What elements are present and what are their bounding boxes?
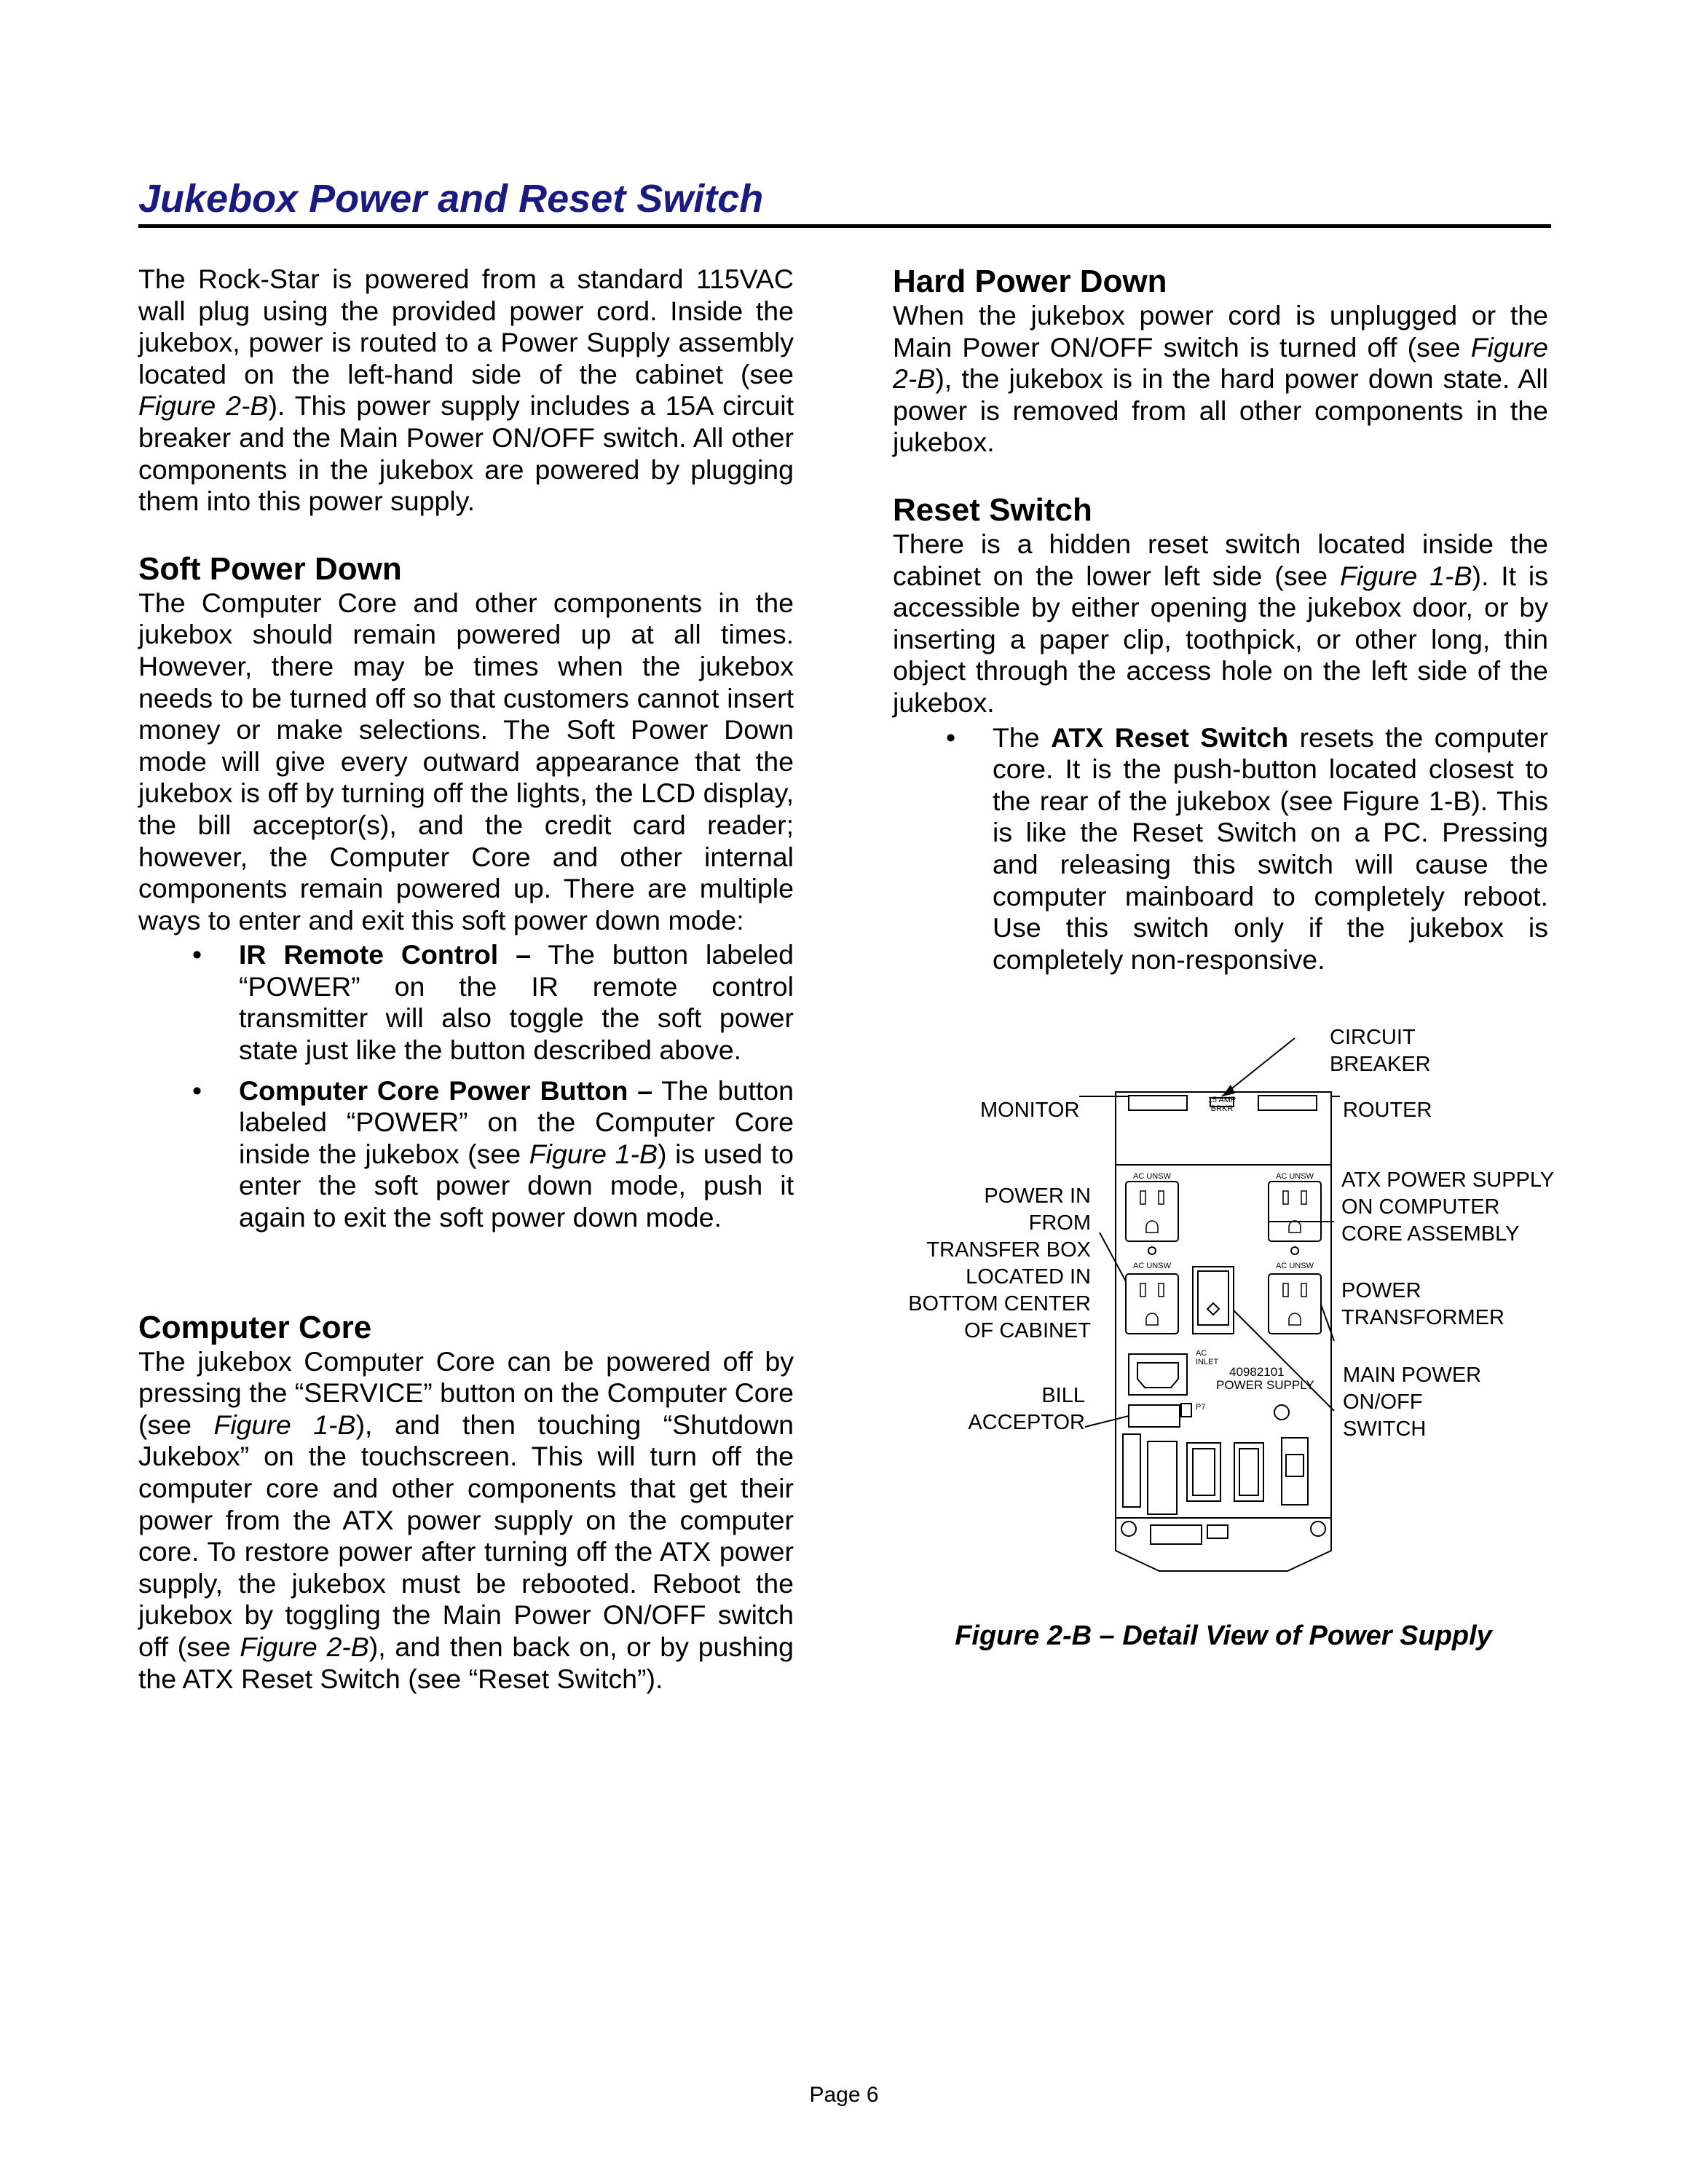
device-name: POWER SUPPLY <box>1216 1378 1314 1392</box>
item-title: ATX Reset Switch <box>1051 721 1289 753</box>
leader-breaker <box>1222 1038 1295 1096</box>
intro-text: The Rock-Star is powered from a standard 115VAC wall plug using the provided power cord. Inside the jukebox, power is routed to a Power Supply assembly located on the left-hand side of the cabinet (see <box>138 264 794 389</box>
label-power-in: BOTTOM CENTER <box>908 1292 1091 1315</box>
monitor-port <box>1129 1096 1187 1110</box>
list-item <box>192 1075 794 1234</box>
reset-text-cont: ). It is accessible by either opening the jukebox door, or by inserting a paper clip, toothpick, or other long, thin object through the access hole on the left side of the jukebox. <box>893 560 1548 718</box>
power-supply-diagram <box>888 1012 1558 1580</box>
figure-ref: Figure 2-B <box>240 1631 369 1662</box>
bullet: • <box>192 939 202 970</box>
hard-text-cont: ), the jukebox is in the hard power down state. All power is removed from all other components in the jukebox. <box>893 363 1548 458</box>
label-circuit-breaker: CIRCUIT <box>1330 1026 1416 1049</box>
reset-switch-list <box>946 721 1549 976</box>
hard-power-heading: Hard Power Down <box>893 264 1167 299</box>
bullet: • <box>192 1075 202 1106</box>
power-supply-figure <box>888 1012 1558 1580</box>
outlet-label: AC UNSW <box>1133 1262 1171 1270</box>
item-title: Computer Core Power Button – <box>239 1075 653 1106</box>
label-bill-acceptor: ACCEPTOR <box>968 1411 1085 1434</box>
section-title: Jukebox Power and Reset Switch <box>138 177 764 221</box>
reset-switch-heading: Reset Switch <box>893 491 1092 528</box>
arrowhead <box>1222 1085 1235 1096</box>
outlet-label: AC UNSW <box>1276 1172 1314 1181</box>
label-power-transformer: TRANSFORMER <box>1341 1306 1504 1329</box>
inlet-label: AC <box>1196 1349 1207 1358</box>
connector-label: P7 <box>1196 1403 1206 1412</box>
item-text-cont: ) is used to enter the soft power down mode, push it again to exit the soft power down mode. <box>239 1138 794 1233</box>
item-title: IR Remote Control – <box>239 939 532 970</box>
computer-core-paragraph <box>138 1346 794 1696</box>
label-power-in: OF CABINET <box>963 1319 1091 1342</box>
leader-bill-acceptor <box>1085 1416 1129 1427</box>
list-item <box>946 721 1549 976</box>
label-atx-power-supply: CORE ASSEMBLY <box>1341 1222 1520 1246</box>
leader-main-switch <box>1234 1310 1334 1411</box>
figure-ref: Figure 2-B <box>893 331 1548 395</box>
outlet-label: AC UNSW <box>1133 1172 1171 1181</box>
item-text-cont: resets the computer core. It is the push-button located closest to the rear of the jukebox (see Figure 1-B). This is like the Reset Switch on a PC. Pressing and releasing this switch will cause the computer mainboard to completely reboot. Use this switch only if the jukebox is completely non-responsive. <box>993 721 1549 975</box>
item-text: The button labeled “POWER” on the IR remote control transmitter will also toggle the soft power state just like the button described above. <box>239 939 794 1066</box>
router-port <box>1258 1096 1317 1110</box>
soft-power-list <box>192 939 794 1233</box>
label-main-power-switch: MAIN POWER <box>1343 1364 1482 1387</box>
outlet-label: AC UNSW <box>1276 1262 1314 1270</box>
main-power-switch <box>1193 1267 1234 1334</box>
label-main-power-switch: SWITCH <box>1343 1417 1427 1441</box>
leader-transformer <box>1321 1305 1334 1341</box>
intro-text-cont: ). This power supply includes a 15A circuit breaker and the Main Power ON/OFF switch. All other components in the jukebox are powered by plugging them into this power supply. <box>138 390 794 517</box>
reset-text: There is a hidden reset switch located inside the cabinet on the lower left side (see <box>893 528 1548 591</box>
hard-power-paragraph <box>893 300 1548 459</box>
label-atx-power-supply: ATX POWER SUPPLY <box>1341 1168 1555 1192</box>
core-text: The jukebox Computer Core can be powered off by pressing the “SERVICE” button on the Computer Core (see <box>138 1345 794 1440</box>
label-power-in: POWER IN <box>984 1184 1091 1208</box>
core-text-cont: ), and then touching “Shutdown Jukebox” on the touchscreen. This will turn off the computer core and other components that get their power from the ATX power supply on the computer core. To restore power after turning off the ATX power supply, the jukebox must be rebooted. Reboot the jukebox by toggling the Main Power ON/OFF switch off (see <box>138 1409 794 1662</box>
leader-power-in <box>1100 1233 1126 1281</box>
hard-text: When the jukebox power cord is unplugged or the Main Power ON/OFF switch is turned off (see <box>893 300 1548 363</box>
label-power-in: TRANSFER BOX <box>926 1238 1091 1262</box>
figure-ref: Figure 1-B <box>1340 560 1472 591</box>
label-bill-acceptor: BILL <box>1041 1384 1085 1407</box>
label-main-power-switch: ON/OFF <box>1343 1390 1423 1414</box>
label-atx-power-supply: ON COMPUTER <box>1341 1195 1500 1219</box>
figure-ref: Figure 1-B <box>529 1138 658 1169</box>
computer-core-heading: Computer Core <box>138 1309 372 1345</box>
part-number: 40982101 <box>1229 1365 1285 1379</box>
intro-paragraph <box>138 264 794 518</box>
figure-ref: Figure 1-B <box>213 1409 356 1440</box>
label-router: ROUTER <box>1343 1099 1432 1122</box>
core-text-end: ), and then back on, or by pushing the ATX Reset Switch (see “Reset Switch”). <box>138 1631 794 1694</box>
list-item <box>192 939 794 1066</box>
label-power-transformer: POWER <box>1341 1279 1421 1302</box>
right-column <box>893 264 1548 984</box>
figure-caption: Figure 2-B – Detail View of Power Supply <box>955 1621 1492 1651</box>
bill-acceptor-connector <box>1129 1405 1180 1427</box>
figure-ref: Figure 2-B <box>138 390 269 422</box>
left-column <box>138 264 794 1695</box>
soft-power-paragraph: The Computer Core and other components in the jukebox should remain powered up at all times. However, there may be times when the jukebox needs to be turned off so that customers cannot insert money or make selections. The Soft Power Down mode will give every outward appearance that the jukebox is off by turning off the lights, the LCD display, the bill acceptor(s), and the credit card reader; however, the Computer Core and other internal components remain powered up. There are multiple ways to enter and exit this soft power down mode: <box>138 587 794 935</box>
soft-power-heading: Soft Power Down <box>138 550 402 587</box>
title-rule <box>138 224 1551 228</box>
label-circuit-breaker: BREAKER <box>1330 1053 1431 1076</box>
label-monitor: MONITOR <box>980 1099 1080 1122</box>
label-power-in: LOCATED IN <box>966 1265 1091 1289</box>
bullet: • <box>946 721 956 753</box>
item-text: The <box>993 721 1052 753</box>
breaker-label: 15 AMP <box>1207 1096 1237 1104</box>
item-text: The button labeled “POWER” on the Computer Core inside the jukebox (see <box>239 1075 794 1169</box>
page-number: Page 6 <box>809 2083 879 2107</box>
reset-switch-paragraph <box>893 529 1548 719</box>
inlet-label: INLET <box>1196 1358 1219 1366</box>
breaker-label: BRKR <box>1210 1104 1234 1113</box>
label-power-in: FROM <box>1028 1211 1091 1235</box>
